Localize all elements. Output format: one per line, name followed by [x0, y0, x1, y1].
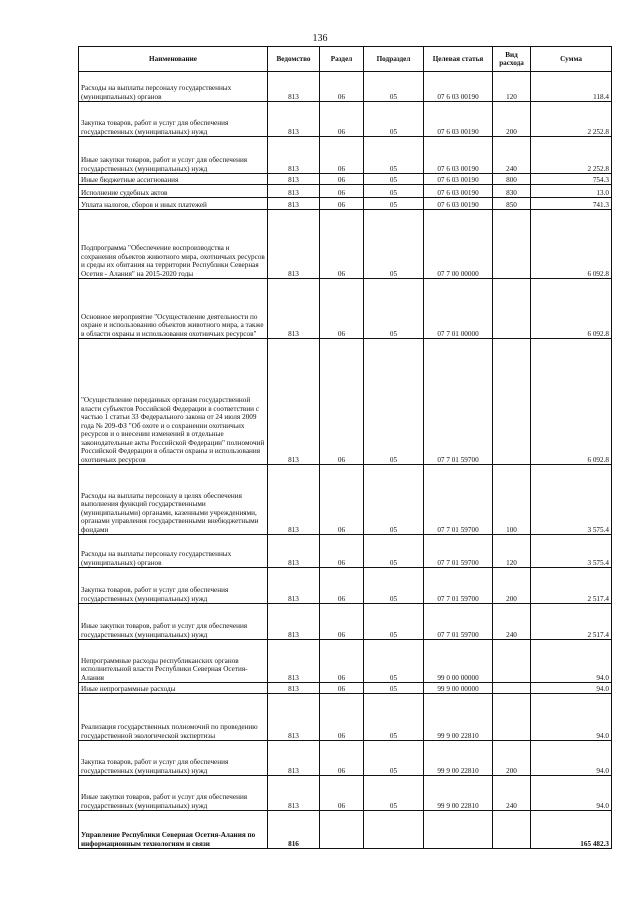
table-row	[79, 72, 612, 102]
row-sum: 6 092.8	[531, 339, 612, 465]
row-section: 06	[320, 535, 364, 568]
table-row	[79, 568, 612, 604]
row-department: 813	[268, 174, 320, 185]
row-name: Закупка товаров, работ и услуг для обеспечения государственных (муниципальных) нужд	[79, 741, 268, 776]
row-name: Уплата налогов, сборов и иных платежей	[79, 198, 268, 210]
header-department: Ведомство	[268, 47, 320, 72]
row-subsection: 05	[364, 640, 424, 683]
row-target-article: 99 9 00 22810	[424, 776, 493, 811]
row-sum: 94.0	[531, 776, 612, 811]
row-sum: 3 575.4	[531, 535, 612, 568]
row-sum: 13.0	[531, 185, 612, 198]
header-section: Раздел	[320, 47, 364, 72]
row-name: Иные непрограммные расходы	[79, 683, 268, 694]
row-expense-type: 240	[493, 604, 531, 640]
row-subsection: 05	[364, 137, 424, 174]
row-section: 06	[320, 776, 364, 811]
row-sum: 2 517.4	[531, 604, 612, 640]
row-section: 06	[320, 198, 364, 210]
row-target-article: 07 7 00 00000	[424, 210, 493, 279]
row-target-article: 99 9 00 00000	[424, 683, 493, 694]
row-department: 813	[268, 279, 320, 339]
row-target-article: 07 6 03 00190	[424, 185, 493, 198]
row-name: Расходы на выплаты персоналу в целях обеспечения выполнения функций государственными (муниципальными) органами, казенными учреждениями, органами управления государственными внебюджетными фондами	[79, 465, 268, 535]
row-subsection: 05	[364, 185, 424, 198]
row-department: 813	[268, 465, 320, 535]
row-section: 06	[320, 185, 364, 198]
table-row	[79, 683, 612, 694]
row-expense-type: 200	[493, 568, 531, 604]
row-name: Исполнение судебных актов	[79, 185, 268, 198]
row-subsection: 05	[364, 535, 424, 568]
row-name: Закупка товаров, работ и услуг для обеспечения государственных (муниципальных) нужд	[79, 568, 268, 604]
row-subsection: 05	[364, 741, 424, 776]
row-subsection: 05	[364, 694, 424, 741]
row-target-article: 07 7 01 59700	[424, 339, 493, 465]
row-sum: 118.4	[531, 72, 612, 102]
row-name: Управление Республики Северная Осетия-Алания по информационным технологиям и связи	[79, 811, 268, 849]
row-sum: 754.3	[531, 174, 612, 185]
row-expense-type: 240	[493, 776, 531, 811]
row-expense-type: 830	[493, 185, 531, 198]
row-name: Расходы на выплаты персоналу государственных (муниципальных) органов	[79, 72, 268, 102]
row-name: Основное мероприятие "Осуществление деятельности по охране и использованию объектов животного мира, а также в области охраны и использования охотничьих ресурсов"	[79, 279, 268, 339]
row-name: Иные закупки товаров, работ и услуг для обеспечения государственных (муниципальных) нужд	[79, 137, 268, 174]
row-section: 06	[320, 683, 364, 694]
row-subsection: 05	[364, 776, 424, 811]
row-department: 813	[268, 198, 320, 210]
row-section: 06	[320, 279, 364, 339]
row-subsection: 05	[364, 72, 424, 102]
row-name: Реализация государственных полномочий по проведению государственной экологической экспертизы	[79, 694, 268, 741]
budget-table	[78, 46, 612, 849]
table-row	[79, 535, 612, 568]
row-expense-type	[493, 210, 531, 279]
row-subsection: 05	[364, 465, 424, 535]
row-target-article: 07 6 03 00190	[424, 137, 493, 174]
row-target-article: 07 7 01 59700	[424, 535, 493, 568]
row-expense-type: 800	[493, 174, 531, 185]
row-target-article: 99 9 00 22810	[424, 741, 493, 776]
row-target-article: 07 6 03 00190	[424, 198, 493, 210]
row-department: 813	[268, 683, 320, 694]
row-target-article: 07 7 01 59700	[424, 568, 493, 604]
row-subsection: 05	[364, 210, 424, 279]
row-target-article: 07 7 01 00000	[424, 279, 493, 339]
row-section: 06	[320, 694, 364, 741]
row-target-article: 99 0 00 00000	[424, 640, 493, 683]
table-row	[79, 811, 612, 849]
row-department: 813	[268, 741, 320, 776]
row-expense-type: 100	[493, 465, 531, 535]
row-department: 813	[268, 694, 320, 741]
row-department: 813	[268, 604, 320, 640]
header-row	[79, 47, 612, 72]
row-expense-type	[493, 683, 531, 694]
row-target-article	[424, 811, 493, 849]
row-name: Подпрограмма "Обеспечение воспроизводства и сохранения объектов животного мира, охотничьих ресурсов и среды их обитания на территории Республики Северная Осетия - Алания" на 2015-2020 годы	[79, 210, 268, 279]
row-section: 06	[320, 741, 364, 776]
table-row	[79, 137, 612, 174]
row-expense-type	[493, 640, 531, 683]
row-expense-type	[493, 339, 531, 465]
table-row	[79, 279, 612, 339]
table-row	[79, 339, 612, 465]
row-name: "Осуществление переданных органам государственной власти субъектов Российской Федерации в соответствии с частью 1 статьи 33 Федерального закона от 24 июля 2009 года № 209-ФЗ "Об охоте и о сохранении охотничьих ресурсов и о внесении изменений в отдельные законодательные акты Российской Федерации" полномочий Российской Федерации в области охраны и использования охотничьих ресурсов	[79, 339, 268, 465]
table-row	[79, 694, 612, 741]
table-row	[79, 174, 612, 185]
row-subsection: 05	[364, 604, 424, 640]
header-expense-type: Вид расхода	[493, 47, 531, 72]
header-sum: Сумма	[531, 47, 612, 72]
row-department: 813	[268, 210, 320, 279]
row-name: Иные закупки товаров, работ и услуг для обеспечения государственных (муниципальных) нужд	[79, 776, 268, 811]
table-row	[79, 465, 612, 535]
row-sum: 94.0	[531, 640, 612, 683]
row-name: Расходы на выплаты персоналу государственных (муниципальных) органов	[79, 535, 268, 568]
row-subsection: 05	[364, 339, 424, 465]
row-subsection: 05	[364, 102, 424, 137]
page-number: 136	[312, 33, 328, 44]
row-department: 813	[268, 137, 320, 174]
row-department: 813	[268, 339, 320, 465]
table-row	[79, 776, 612, 811]
row-target-article: 07 6 03 00190	[424, 72, 493, 102]
row-section: 06	[320, 72, 364, 102]
row-department: 813	[268, 72, 320, 102]
row-expense-type	[493, 694, 531, 741]
header-subsection: Подраздел	[364, 47, 424, 72]
row-expense-type: 120	[493, 535, 531, 568]
row-department: 813	[268, 776, 320, 811]
row-sum: 2 252.8	[531, 102, 612, 137]
row-section: 06	[320, 568, 364, 604]
row-target-article: 99 9 00 22810	[424, 694, 493, 741]
row-expense-type: 240	[493, 137, 531, 174]
row-name: Непрограммные расходы республиканских органов исполнительной власти Республики Северная Осетия-Алания	[79, 640, 268, 683]
row-section: 06	[320, 640, 364, 683]
row-sum: 2 517.4	[531, 568, 612, 604]
row-name: Иные закупки товаров, работ и услуг для обеспечения государственных (муниципальных) нужд	[79, 604, 268, 640]
row-section: 06	[320, 465, 364, 535]
row-department: 813	[268, 535, 320, 568]
row-expense-type	[493, 279, 531, 339]
row-section: 06	[320, 210, 364, 279]
row-section	[320, 811, 364, 849]
row-expense-type: 200	[493, 102, 531, 137]
row-department: 813	[268, 102, 320, 137]
table-row	[79, 198, 612, 210]
row-subsection: 05	[364, 174, 424, 185]
table-row	[79, 185, 612, 198]
row-target-article: 07 7 01 59700	[424, 604, 493, 640]
row-sum: 2 252.8	[531, 137, 612, 174]
row-sum: 741.3	[531, 198, 612, 210]
row-sum: 6 092.8	[531, 279, 612, 339]
row-department: 813	[268, 185, 320, 198]
row-name: Закупка товаров, работ и услуг для обеспечения государственных (муниципальных) нужд	[79, 102, 268, 137]
row-section: 06	[320, 339, 364, 465]
row-sum: 94.0	[531, 683, 612, 694]
row-sum: 94.0	[531, 694, 612, 741]
row-target-article: 07 6 03 00190	[424, 174, 493, 185]
row-subsection: 05	[364, 279, 424, 339]
row-subsection: 05	[364, 683, 424, 694]
row-subsection: 05	[364, 198, 424, 210]
row-name: Иные бюджетные ассигнования	[79, 174, 268, 185]
row-sum: 6 092.8	[531, 210, 612, 279]
row-target-article: 07 6 03 00190	[424, 102, 493, 137]
row-sum: 94.0	[531, 741, 612, 776]
table-row	[79, 604, 612, 640]
table-row	[79, 210, 612, 279]
row-section: 06	[320, 102, 364, 137]
row-department: 816	[268, 811, 320, 849]
table-row	[79, 102, 612, 137]
row-target-article: 07 7 01 59700	[424, 465, 493, 535]
row-sum: 165 482.3	[531, 811, 612, 849]
row-expense-type	[493, 811, 531, 849]
row-subsection: 05	[364, 568, 424, 604]
row-section: 06	[320, 174, 364, 185]
row-section: 06	[320, 137, 364, 174]
header-name: Наименование	[79, 47, 268, 72]
row-department: 813	[268, 568, 320, 604]
table-row	[79, 741, 612, 776]
row-sum: 3 575.4	[531, 465, 612, 535]
row-section: 06	[320, 604, 364, 640]
row-expense-type: 200	[493, 741, 531, 776]
row-subsection	[364, 811, 424, 849]
row-department: 813	[268, 640, 320, 683]
table-row	[79, 640, 612, 683]
row-expense-type: 850	[493, 198, 531, 210]
row-expense-type: 120	[493, 72, 531, 102]
header-target-article: Целевая статья	[424, 47, 493, 72]
